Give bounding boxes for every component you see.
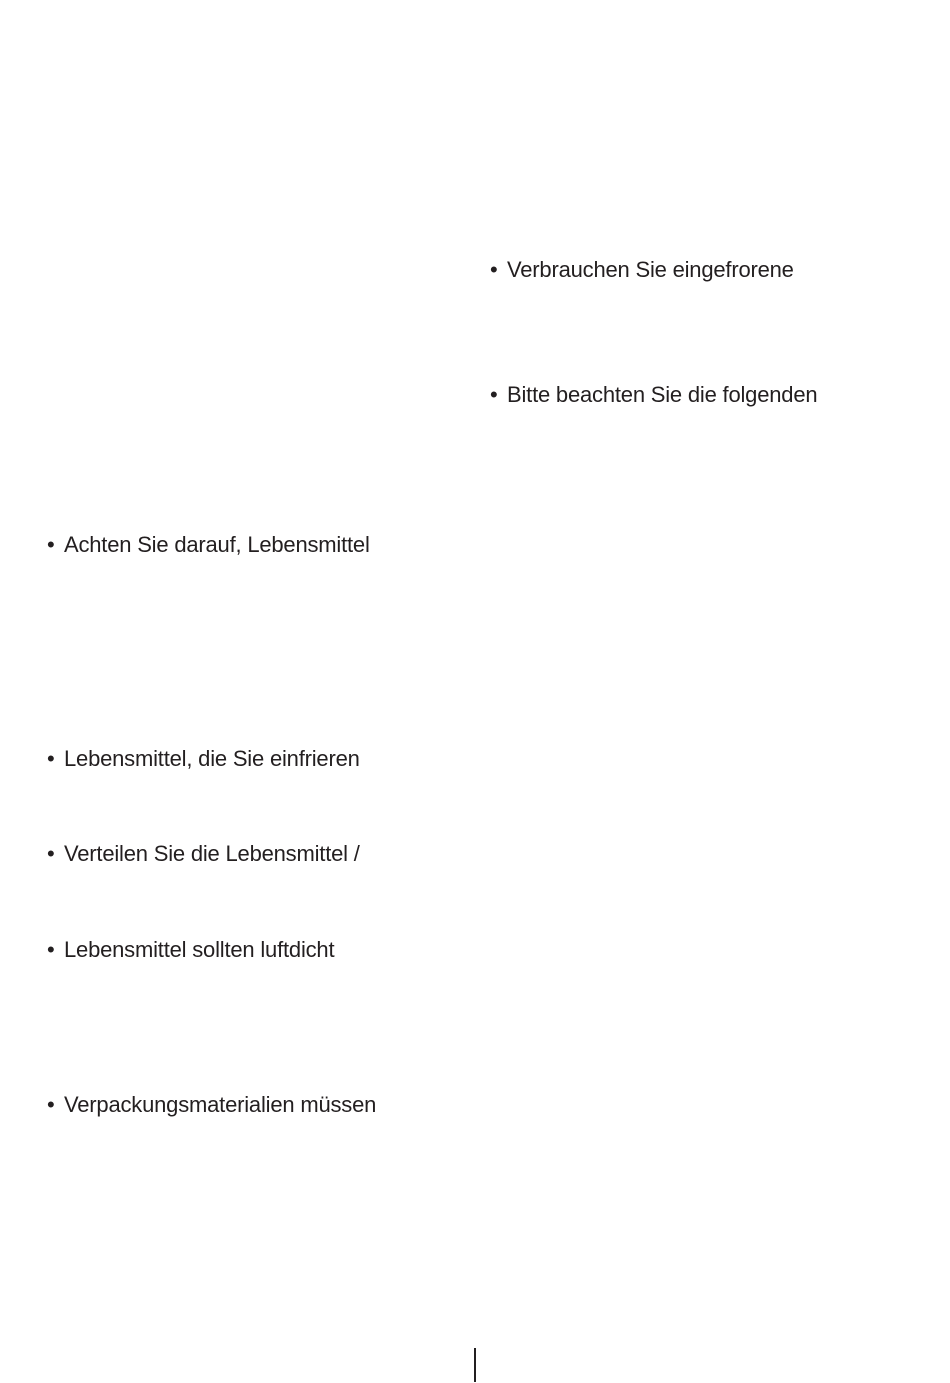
bullet-dot: •	[490, 382, 498, 407]
bullet-item	[47, 841, 360, 867]
bullet-dot: •	[47, 1092, 55, 1117]
bullet-text: Verbrauchen Sie eingefrorene	[507, 257, 794, 282]
bullet-item	[47, 532, 370, 558]
bullet-item	[490, 257, 794, 283]
bullet-item	[47, 1092, 376, 1118]
bullet-text: Lebensmittel, die Sie einfrieren	[64, 746, 360, 771]
bullet-item	[47, 937, 334, 963]
bullet-item	[47, 746, 360, 772]
bullet-text: Verteilen Sie die Lebensmittel /	[64, 841, 360, 866]
footer-divider	[474, 1348, 476, 1382]
bullet-dot: •	[47, 841, 55, 866]
bullet-dot: •	[47, 532, 55, 557]
bullet-text: Achten Sie darauf, Lebensmittel	[64, 532, 370, 557]
bullet-dot: •	[490, 257, 498, 282]
bullet-dot: •	[47, 746, 55, 771]
bullet-dot: •	[47, 937, 55, 962]
bullet-text: Bitte beachten Sie die folgenden	[507, 382, 818, 407]
bullet-item	[490, 382, 817, 408]
bullet-text: Lebensmittel sollten luftdicht	[64, 937, 335, 962]
bullet-text: Verpackungsmaterialien müssen	[64, 1092, 377, 1117]
